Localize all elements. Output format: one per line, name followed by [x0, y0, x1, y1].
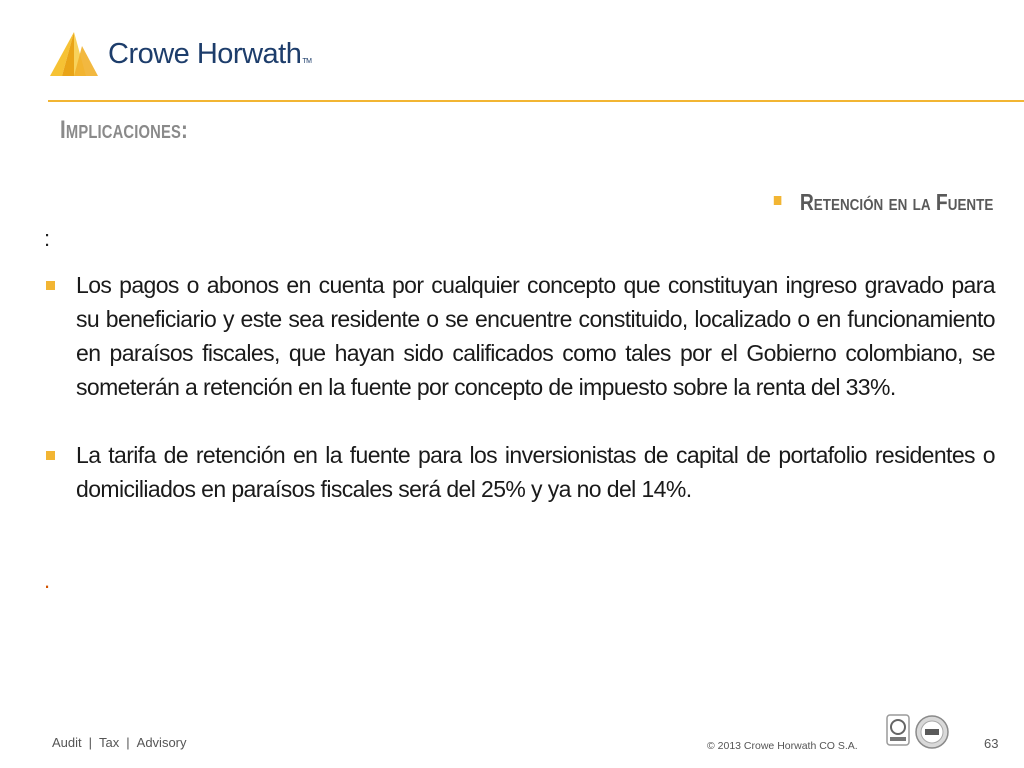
- footer-separator: |: [126, 735, 130, 750]
- list-item: [44, 438, 995, 506]
- slide-title: Implicaciones:: [60, 116, 188, 144]
- footer-service-tax: Tax: [99, 735, 120, 750]
- subheading-text: Retención en la Fuente: [799, 189, 993, 215]
- list-item: [44, 268, 995, 404]
- footer-separator: |: [88, 735, 93, 750]
- bullet-text: Los pagos o abonos en cuenta por cualquier concepto que constituyan ingreso gravado para su beneficiario y este sea residente o se encuentre constituido, localizado o en funcionamiento en paraísos fiscales, que hayan sido calificados como tales por el Gobierno colombiano, se someterán a retención en la fuente por concepto de impuesto sobre la renta del 33%.: [76, 272, 995, 400]
- bullet-text: La tarifa de retención en la fuente para los inversionistas de capital de portafolio residentes o domiciliados en paraísos fiscales será del 25% y ya no del 14%.: [76, 442, 995, 502]
- brand-wordmark: Crowe HorwathTM: [108, 38, 312, 70]
- square-bullet-icon: [774, 196, 782, 205]
- company-logo: [48, 28, 338, 80]
- colon-mark: :: [44, 226, 51, 251]
- trademark-mark: TM: [302, 58, 312, 65]
- square-bullet-icon: [46, 451, 55, 460]
- footer-service-advisory: Advisory: [136, 735, 187, 750]
- section-subheading: [774, 189, 993, 216]
- footer-service-audit: Audit: [52, 735, 82, 750]
- crowe-horwath-logo-icon: [48, 28, 104, 80]
- footer-services: [52, 735, 187, 750]
- square-bullet-icon: [46, 281, 55, 290]
- page-number: 63: [984, 736, 999, 751]
- iqnet-certification-icon: [910, 712, 950, 752]
- footer-copyright: © 2013 Crowe Horwath CO S.A.: [707, 740, 858, 752]
- bullet-list: [44, 268, 995, 540]
- end-mark: .: [44, 568, 51, 593]
- header-divider: [48, 100, 1024, 102]
